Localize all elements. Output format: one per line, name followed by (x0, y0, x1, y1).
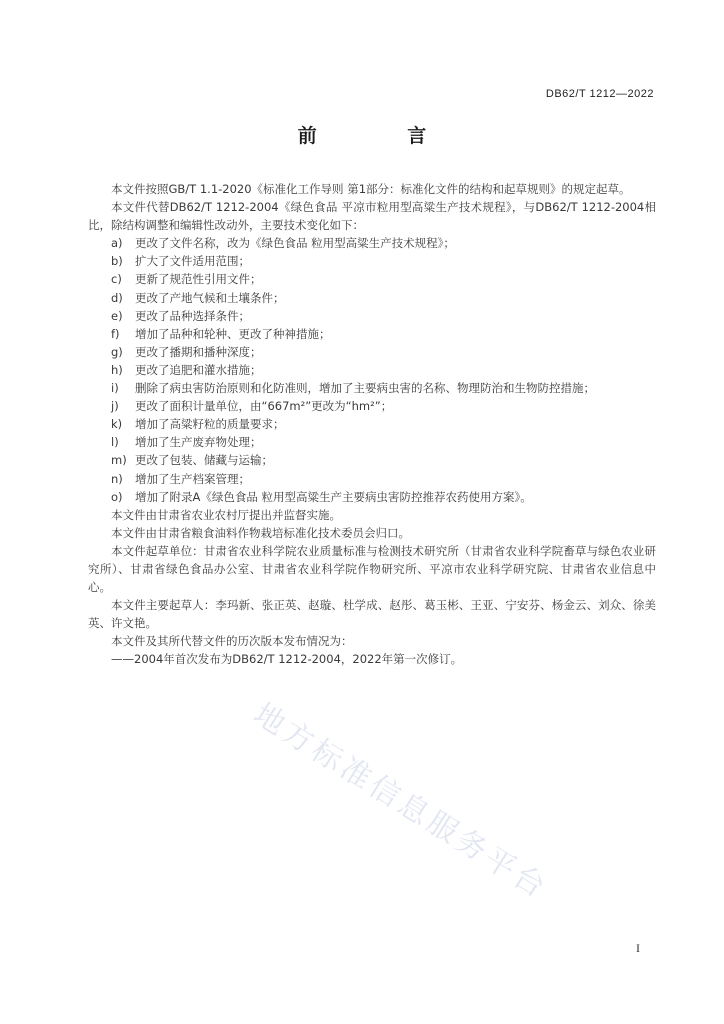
page-number: I (636, 941, 640, 955)
list-text: 增加了附录A《绿色食品 粒用型高粱生产主要病虫害防控推荐农药使用方案》。 (135, 489, 532, 504)
list-text: 更改了产地气候和土壤条件； (135, 290, 285, 305)
list-text: 更改了包装、储藏与运输； (135, 453, 273, 468)
list-item (88, 307, 656, 325)
list-item (88, 379, 656, 397)
list-marker: k) (111, 417, 123, 432)
list-text: 更改了追肥和灌水措施； (135, 362, 262, 377)
list-item (88, 433, 656, 451)
list-marker: n) (111, 471, 123, 486)
list-item (88, 234, 656, 252)
list-marker: e) (111, 308, 123, 323)
list-item (88, 270, 656, 288)
list-text: 更改了播期和播种深度； (135, 344, 262, 359)
watermark: 地方标准信息服务平台 (247, 696, 555, 907)
list-marker: o) (111, 489, 123, 504)
paragraph-committee: 本文件由甘肃省粮食油料作物栽培标准化技术委员会归口。 (111, 525, 410, 540)
paragraph-proposer: 本文件由甘肃省农业农村厅提出并监督实施。 (111, 507, 341, 522)
list-marker: l) (111, 435, 119, 450)
list-item (88, 488, 656, 506)
list-text: 扩大了文件适用范围； (135, 254, 250, 269)
list-text: 更改了文件名称，改为《绿色食品 粒用型高粱生产技术规程》； (135, 236, 455, 251)
change-list (88, 234, 656, 505)
paragraph-replacement: 本文件代替DB62/T 1212-2004《绿色食品 平凉市粒用型高粱生产技术规程》，与DB62/T 1212-2004相比，除结构调整和编辑性改动外，主要技术变化如下： (88, 200, 656, 233)
history-item: ——2004年首次发布为DB62/T 1212-2004，2022年第一次修订。 (111, 652, 463, 667)
list-item (88, 289, 656, 307)
list-marker: j) (111, 399, 119, 414)
list-item (88, 397, 656, 415)
list-marker: b) (111, 254, 123, 269)
list-text: 增加了高粱籽粒的质量要求； (135, 417, 285, 432)
list-marker: d) (111, 290, 123, 305)
list-item (88, 470, 656, 488)
paragraph-history-intro: 本文件及其所代替文件的历次版本发布情况为： (111, 634, 353, 649)
list-marker: m) (111, 453, 127, 468)
list-text: 更改了面积计量单位，由“667m²”更改为“hm²”； (135, 399, 393, 414)
list-text: 增加了生产废弃物处理； (135, 435, 262, 450)
list-item (88, 415, 656, 433)
paragraph-drafters: 本文件主要起草人：李玛新、张正英、赵璇、杜学成、赵彤、葛玉彬、王亚、宁安芬、杨金云、刘众、徐美英、许文艳。 (88, 598, 656, 631)
page-title: 前 言 (297, 125, 469, 147)
list-text: 增加了生产档案管理； (135, 471, 250, 486)
list-item (88, 343, 656, 361)
list-item (88, 451, 656, 469)
list-item (88, 325, 656, 343)
list-marker: g) (111, 344, 123, 359)
list-text: 删除了病虫害防治原则和化防准则，增加了主要病虫害的名称、物理防治和生物防控措施； (135, 381, 595, 396)
list-marker: i) (111, 381, 119, 396)
list-text: 更新了规范性引用文件； (135, 272, 262, 287)
list-marker: a) (111, 236, 123, 251)
paragraph-drafting-rule: 本文件按照GB/T 1.1-2020《标准化工作导则 第1部分：标准化文件的结构和起草规则》的规定起草。 (111, 182, 631, 196)
list-marker: c) (111, 272, 122, 287)
list-item (88, 361, 656, 379)
list-text: 更改了品种选择条件； (135, 308, 250, 323)
paragraph-drafting-units: 本文件起草单位：甘肃省农业科学院农业质量标准与检测技术研究所（甘肃省农业科学院畜草与绿色农业研究所）、甘肃省绿色食品办公室、甘肃省农业科学院作物研究所、平凉市农业科学研究院、甘肃省农业信息中心。 (88, 543, 656, 595)
list-marker: h) (111, 362, 123, 377)
document-code: DB62/T 1212—2022 (545, 88, 654, 100)
list-item (88, 252, 656, 270)
list-text: 增加了品种和轮种、更改了种神措施； (135, 326, 331, 341)
list-marker: f) (111, 326, 120, 341)
foreword-body (88, 180, 656, 669)
